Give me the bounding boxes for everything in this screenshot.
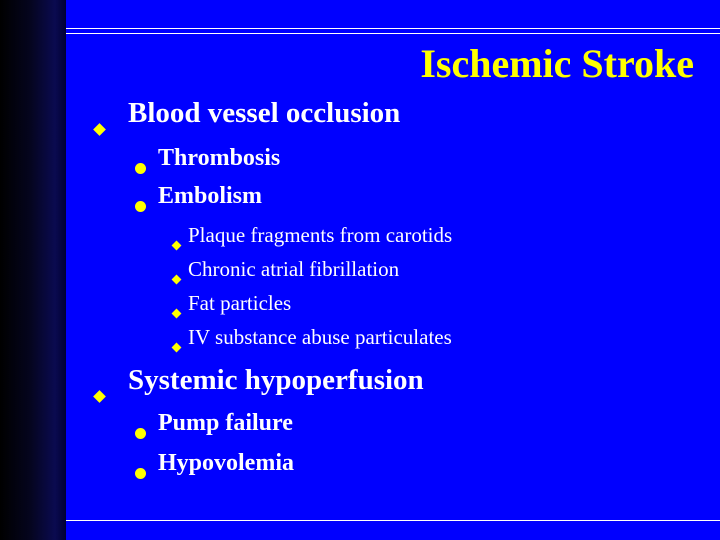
diamond-bullet-icon bbox=[95, 108, 104, 142]
sub-sub-bullet-text: Chronic atrial fibrillation bbox=[188, 257, 400, 281]
sub-sub-bullet-text: Fat particles bbox=[188, 291, 292, 315]
sub-bullet-text: Pump failure bbox=[158, 410, 293, 436]
small-diamond-bullet-icon bbox=[173, 332, 180, 356]
bullet-text: Systemic hypoperfusion bbox=[128, 364, 424, 396]
top-rule-line bbox=[66, 28, 720, 29]
sub-bullet-text: Thrombosis bbox=[158, 145, 281, 171]
small-diamond-bullet-icon bbox=[173, 230, 180, 254]
sub-bullet-text: Embolism bbox=[158, 183, 263, 209]
small-diamond-bullet-icon bbox=[173, 264, 180, 288]
diamond-bullet-icon bbox=[95, 375, 104, 409]
left-sidebar-gradient bbox=[0, 0, 66, 540]
bottom-rule-line bbox=[66, 520, 720, 521]
dot-bullet-icon bbox=[135, 191, 146, 219]
top-rule-line-2 bbox=[66, 33, 720, 34]
sub-sub-bullet-text: Plaque fragments from carotids bbox=[188, 223, 453, 247]
slide-title: Ischemic Stroke bbox=[420, 41, 694, 86]
dot-bullet-icon bbox=[135, 153, 146, 181]
bullet-text: Blood vessel occlusion bbox=[128, 97, 401, 129]
small-diamond-bullet-icon bbox=[173, 298, 180, 322]
dot-bullet-icon bbox=[135, 418, 146, 446]
sub-bullet-text: Hypovolemia bbox=[158, 450, 294, 476]
sub-sub-bullet-text: IV substance abuse particulates bbox=[188, 325, 452, 349]
dot-bullet-icon bbox=[135, 458, 146, 486]
